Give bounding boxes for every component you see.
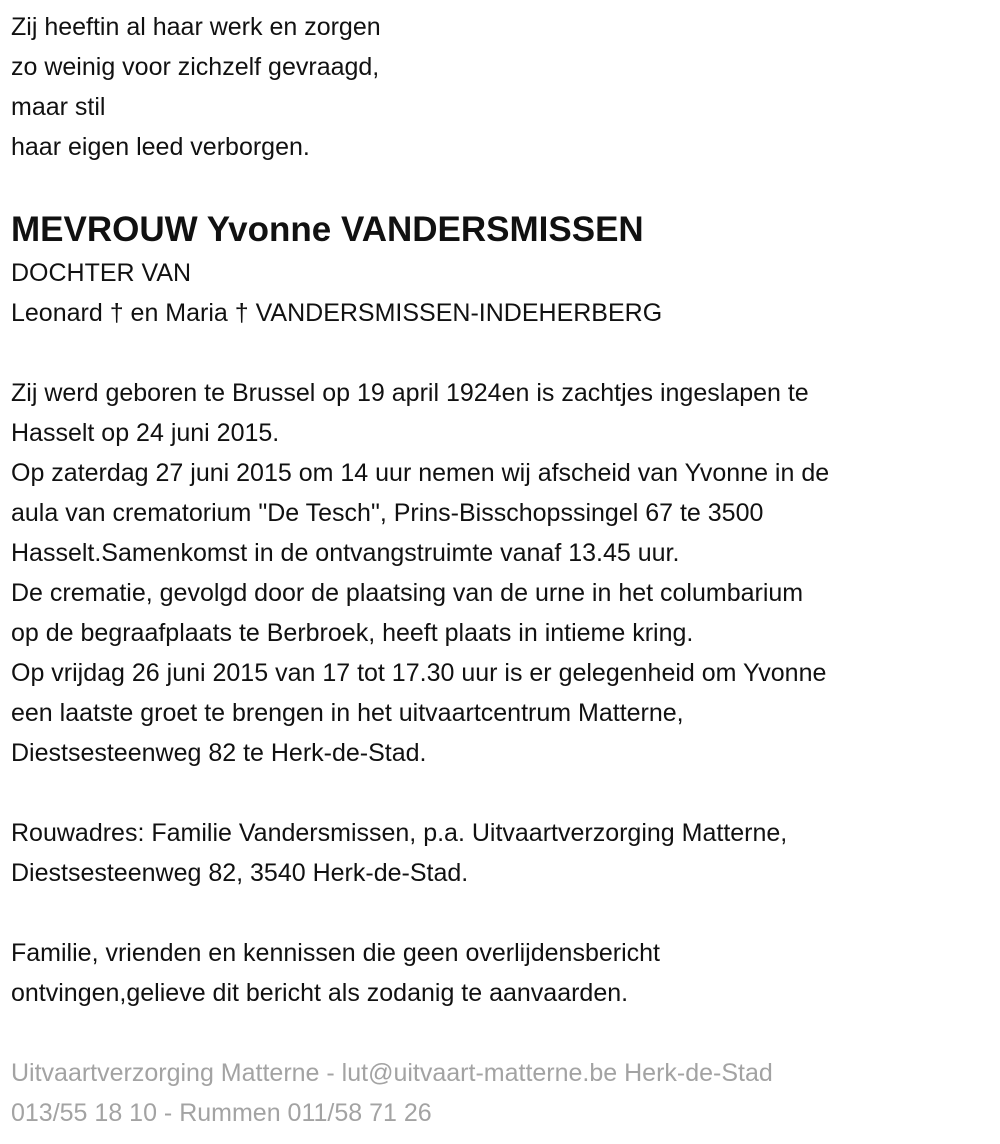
- subtitle: DOCHTER VAN: [11, 259, 192, 287]
- spacer: [11, 333, 1000, 373]
- poem-line: maar stil: [11, 93, 106, 121]
- details-line: op de begraafplaats te Berbroek, heeft plaats in intieme kring.: [11, 619, 694, 647]
- details-line: De crematie, gevolgd door de plaatsing van de urne in het columbarium: [11, 579, 804, 607]
- poem-line: haar eigen leed verborgen.: [11, 133, 310, 161]
- footer-line: 013/55 18 10 - Rummen 011/58 71 26: [11, 1099, 432, 1127]
- parents: Leonard † en Maria † VANDERSMISSEN-INDEHERBERG: [11, 299, 663, 327]
- footer: [11, 1053, 1000, 1133]
- mourning-address: [11, 813, 1000, 893]
- details-line: Diestsesteenweg 82 te Herk-de-Stad.: [11, 739, 427, 767]
- spacer: [11, 1013, 1000, 1053]
- details-paragraph: [11, 373, 1000, 773]
- notice-paragraph: [11, 933, 1000, 1013]
- notice-line: ontvingen,gelieve dit bericht als zodanig te aanvaarden.: [11, 979, 629, 1007]
- notice-line: Familie, vrienden en kennissen die geen overlijdensbericht: [11, 939, 660, 967]
- poem-line: Zij heeftin al haar werk en zorgen: [11, 13, 381, 41]
- address-line: Rouwadres: Familie Vandersmissen, p.a. Uitvaartverzorging Matterne,: [11, 819, 788, 847]
- deceased-name-heading: MEVROUW Yvonne VANDERSMISSEN: [11, 210, 644, 249]
- details-line: Op vrijdag 26 juni 2015 van 17 tot 17.30 uur is er gelegenheid om Yvonne: [11, 659, 827, 687]
- poem: [11, 7, 1000, 167]
- footer-line: Uitvaartverzorging Matterne - lut@uitvaart-matterne.be Herk-de-Stad: [11, 1059, 773, 1087]
- spacer: [11, 893, 1000, 933]
- poem-line: zo weinig voor zichzelf gevraagd,: [11, 53, 380, 81]
- details-line: een laatste groet te brengen in het uitvaartcentrum Matterne,: [11, 699, 684, 727]
- details-line: Hasselt.Samenkomst in de ontvangstruimte vanaf 13.45 uur.: [11, 539, 680, 567]
- details-line: Zij werd geboren te Brussel op 19 april 1924en is zachtjes ingeslapen te: [11, 379, 809, 407]
- spacer: [11, 773, 1000, 813]
- details-line: Hasselt op 24 juni 2015.: [11, 419, 280, 447]
- spacer: [11, 167, 1000, 207]
- details-line: aula van crematorium "De Tesch", Prins-Bisschopssingel 67 te 3500: [11, 499, 764, 527]
- address-line: Diestsesteenweg 82, 3540 Herk-de-Stad.: [11, 859, 469, 887]
- details-line: Op zaterdag 27 juni 2015 om 14 uur nemen wij afscheid van Yvonne in de: [11, 459, 830, 487]
